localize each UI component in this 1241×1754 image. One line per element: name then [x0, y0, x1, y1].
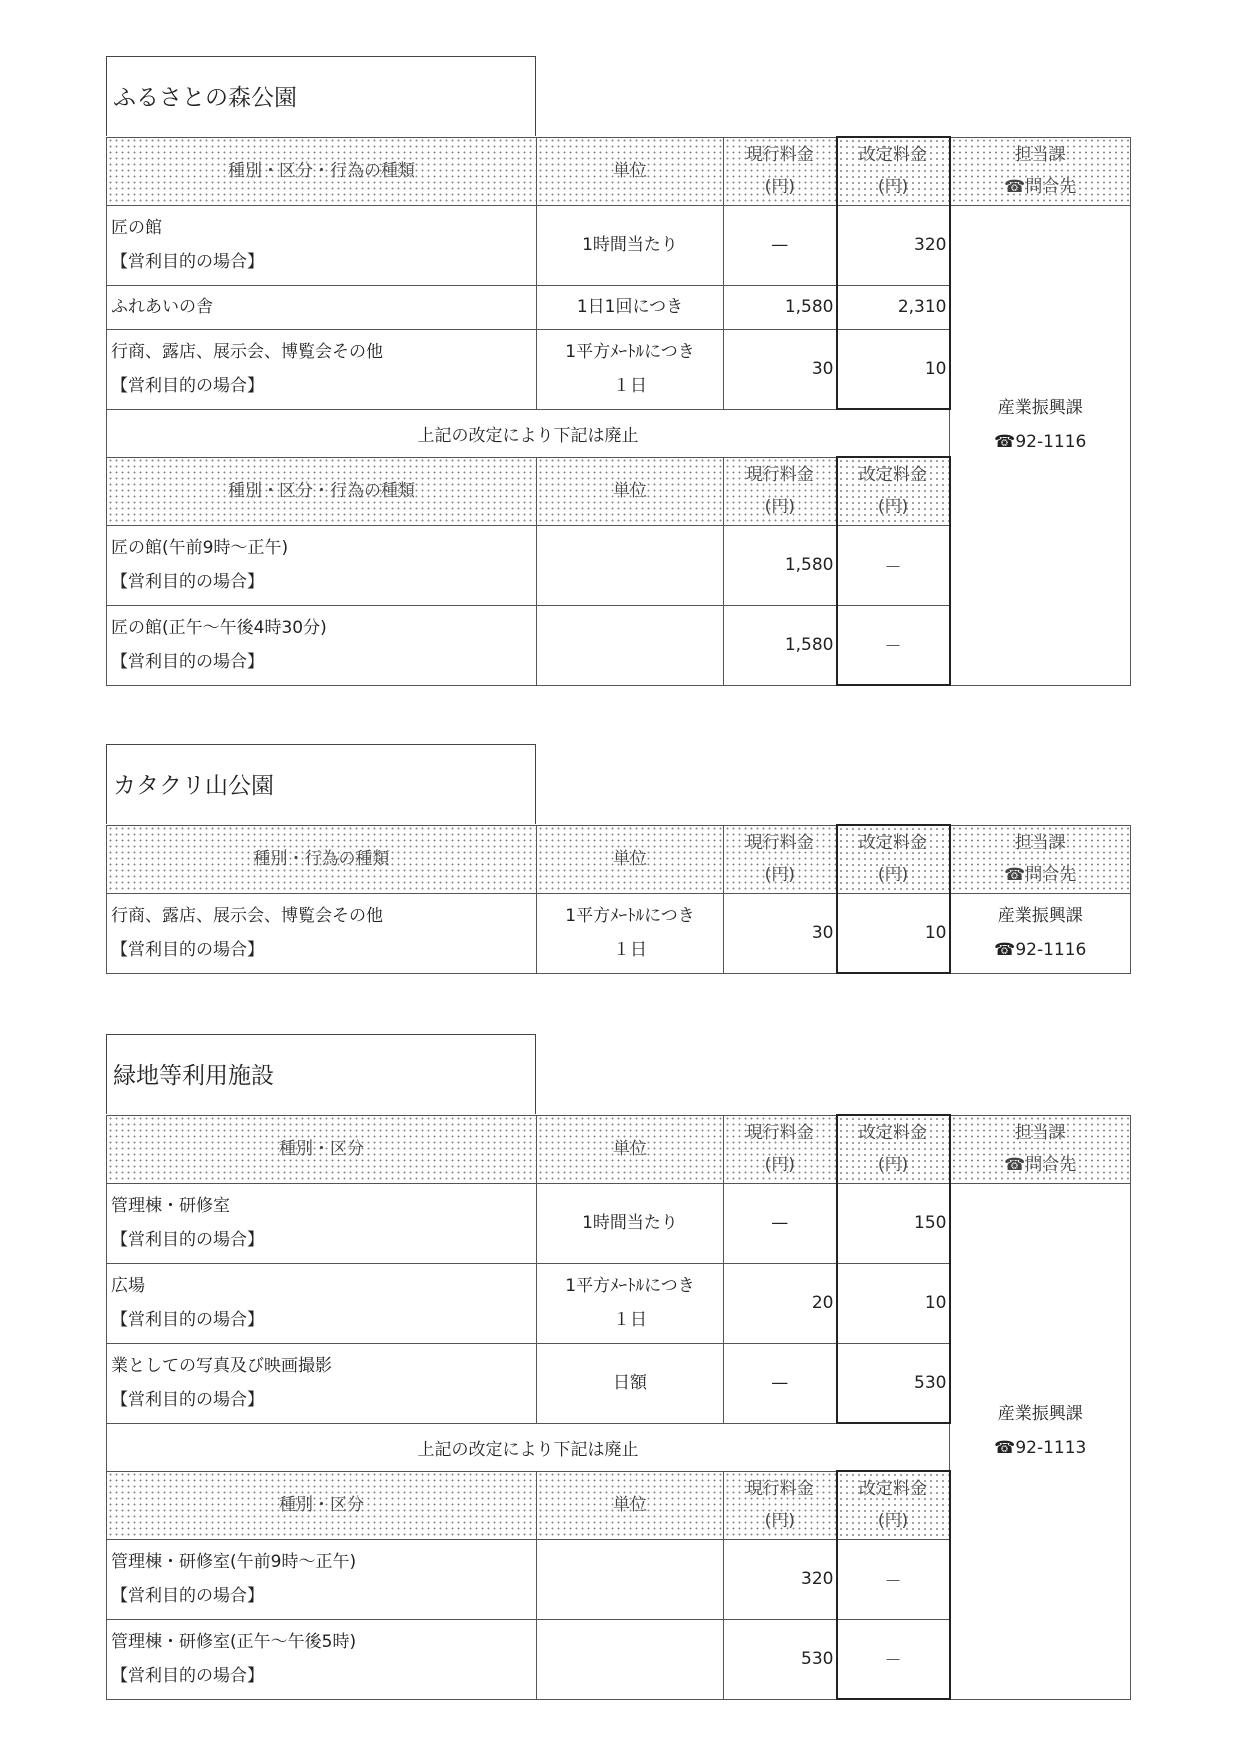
header-current-fee-col: 現行料金 (円) — [724, 1115, 837, 1183]
row-name: 管理棟・研修室 【営利目的の場合】 — [107, 1183, 537, 1263]
header-unit-col: 単位 — [537, 1471, 724, 1539]
fee-table — [106, 1114, 1131, 1700]
row-name: 匠の館(午前9時～正午) 【営利目的の場合】 — [107, 525, 537, 605]
row-revised-fee: － — [837, 1619, 950, 1699]
header-current-fee-col: 現行料金 (円) — [724, 137, 837, 205]
row-name: 匠の館 【営利目的の場合】 — [107, 205, 537, 285]
header-name-col: 種別・区分・行為の種類 — [107, 457, 537, 525]
header-revised-fee-col: 改定料金 (円) — [837, 137, 950, 205]
row-revised-fee: 2,310 — [837, 285, 950, 329]
header-contact-col: 担当課 ☎問合先 — [950, 137, 1131, 205]
contact-phone: ☎92-1116 — [994, 940, 1087, 960]
row-revised-fee: 10 — [837, 1263, 950, 1343]
row-current-fee: 1,580 — [724, 605, 837, 685]
contact-cell — [950, 893, 1131, 973]
row-unit — [537, 525, 724, 605]
row-unit: 日額 — [537, 1343, 724, 1423]
row-name: 管理棟・研修室(正午～午後5時) 【営利目的の場合】 — [107, 1619, 537, 1699]
header-revised-fee-col: 改定料金 (円) — [837, 457, 950, 525]
row-name: 業としての写真及び映画撮影 【営利目的の場合】 — [107, 1343, 537, 1423]
section-title: 緑地等利用施設 — [113, 1063, 274, 1089]
section-title: ふるさとの森公園 — [113, 85, 297, 111]
row-unit: 1時間当たり — [537, 1183, 724, 1263]
header-revised-fee-col: 改定料金 (円) — [837, 1115, 950, 1183]
row-name: ふれあいの舎 — [107, 285, 537, 329]
fee-table — [106, 136, 1131, 686]
contact-cell — [950, 205, 1131, 685]
section-title-box — [106, 1034, 536, 1114]
header-revised-fee-col: 改定料金 (円) — [837, 1471, 950, 1539]
row-unit — [537, 1619, 724, 1699]
row-name: 管理棟・研修室(午前9時～正午) 【営利目的の場合】 — [107, 1539, 537, 1619]
section-title-box — [106, 744, 536, 824]
header-contact-col: 担当課 ☎問合先 — [950, 1115, 1131, 1183]
header-unit-col: 単位 — [537, 825, 724, 893]
contact-department: 産業振興課 — [997, 1404, 1083, 1424]
header-name-col: 種別・行為の種類 — [107, 825, 537, 893]
abolished-note: 上記の改定により下記は廃止 — [107, 409, 950, 457]
row-unit: 1平方ﾒｰﾄﾙにつき １日 — [537, 893, 724, 973]
fee-table — [106, 824, 1131, 974]
row-revised-fee: 320 — [837, 205, 950, 285]
row-current-fee: — — [724, 205, 837, 285]
header-current-fee-col: 現行料金 (円) — [724, 457, 837, 525]
row-unit: 1時間当たり — [537, 205, 724, 285]
row-revised-fee: － — [837, 525, 950, 605]
row-name: 行商、露店、展示会、博覧会その他 【営利目的の場合】 — [107, 329, 537, 409]
section-title: カタクリ山公園 — [113, 773, 274, 799]
row-unit: 1平方ﾒｰﾄﾙにつき １日 — [537, 329, 724, 409]
contact-department: 産業振興課 — [997, 906, 1083, 926]
row-current-fee: 1,580 — [724, 285, 837, 329]
row-name: 行商、露店、展示会、博覧会その他 【営利目的の場合】 — [107, 893, 537, 973]
abolished-note: 上記の改定により下記は廃止 — [107, 1423, 950, 1471]
row-current-fee: 30 — [724, 893, 837, 973]
row-name: 広場 【営利目的の場合】 — [107, 1263, 537, 1343]
table-header-row — [107, 137, 1131, 205]
row-unit — [537, 605, 724, 685]
row-current-fee: 1,580 — [724, 525, 837, 605]
contact-phone: ☎92-1113 — [994, 1438, 1087, 1458]
table-row — [107, 893, 1131, 973]
row-name: 匠の館(正午～午後4時30分) 【営利目的の場合】 — [107, 605, 537, 685]
contact-department: 産業振興課 — [997, 398, 1083, 418]
header-contact-col: 担当課 ☎問合先 — [950, 825, 1131, 893]
table-header-row — [107, 825, 1131, 893]
row-unit: 1日1回につき — [537, 285, 724, 329]
row-revised-fee: 10 — [837, 893, 950, 973]
contact-cell — [950, 1183, 1131, 1699]
row-current-fee: 530 — [724, 1619, 837, 1699]
row-current-fee: 20 — [724, 1263, 837, 1343]
row-unit: 1平方ﾒｰﾄﾙにつき １日 — [537, 1263, 724, 1343]
header-name-col: 種別・区分・行為の種類 — [107, 137, 537, 205]
row-revised-fee: 530 — [837, 1343, 950, 1423]
header-unit-col: 単位 — [537, 1115, 724, 1183]
row-current-fee: 320 — [724, 1539, 837, 1619]
row-revised-fee: 10 — [837, 329, 950, 409]
header-unit-col: 単位 — [537, 137, 724, 205]
header-current-fee-col: 現行料金 (円) — [724, 825, 837, 893]
table-row — [107, 1183, 1131, 1263]
section-title-box — [106, 56, 536, 136]
row-current-fee: 30 — [724, 329, 837, 409]
row-revised-fee: 150 — [837, 1183, 950, 1263]
row-revised-fee: － — [837, 1539, 950, 1619]
row-current-fee: — — [724, 1183, 837, 1263]
row-unit — [537, 1539, 724, 1619]
header-name-col: 種別・区分 — [107, 1115, 537, 1183]
header-name-col: 種別・区分 — [107, 1471, 537, 1539]
contact-phone: ☎92-1116 — [994, 432, 1087, 452]
row-revised-fee: － — [837, 605, 950, 685]
table-header-row — [107, 1115, 1131, 1183]
header-revised-fee-col: 改定料金 (円) — [837, 825, 950, 893]
table-row — [107, 205, 1131, 285]
row-current-fee: — — [724, 1343, 837, 1423]
header-unit-col: 単位 — [537, 457, 724, 525]
header-current-fee-col: 現行料金 (円) — [724, 1471, 837, 1539]
